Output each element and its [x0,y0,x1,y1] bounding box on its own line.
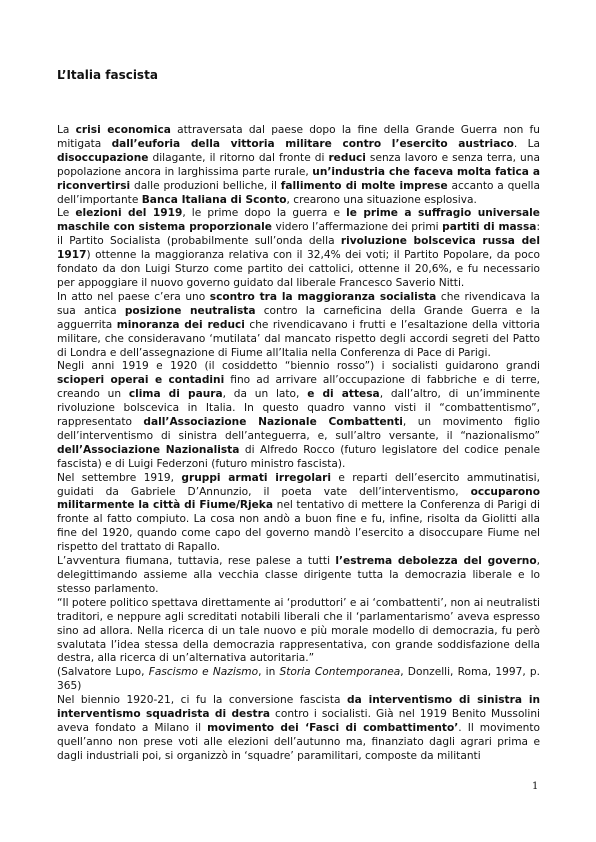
bold-text: partiti di massa [442,221,537,234]
document-body [57,124,540,764]
text-run: nel tentativo di mettere la Conferenza di Parigi di fronte al fatto compiuto. La cosa non andò a buon fine e fu, infine, risolta da Giolitti alla fine del 1920, quando come capo del governo mandò l’esercito a disoccupare Fiume nel rispetto del trattato di Rapallo. [57,499,540,554]
text-run: , le prime dopo la guerra e [182,207,347,220]
text-run: In atto nel paese c’era uno [57,290,210,303]
page-number: 1 [532,781,539,792]
text-run: , crearono una situazione esplosiva. [286,193,477,206]
bold-text: da interventismo di sinistra in interventismo squadrista di destra [57,694,540,721]
text-run: contro la carneficina della Grande Guerra e la agguerrita [57,304,540,331]
bold-text: minoranza dei reduci [116,318,245,331]
text-run: , Donzelli, Roma, 1997, p. 365) [57,666,540,693]
text-run: dilagante, il ritorno dal fronte di [148,151,329,164]
paragraph [57,360,540,471]
bold-text: le prime a suffragio universale maschile con sistema proporzionale [57,207,540,234]
paragraph [57,666,540,694]
bold-text: dall’Associazione Nazionale Combattenti [143,416,403,429]
text-run: , in [258,666,280,679]
text-run: . Il movimento quell’anno non prese voti alle elezioni dell’autunno ma, finanziato dagli agrari prima e dagli industriali poi, si organizzò in ‘squadre’ paramilitari, composte da militanti [57,721,540,762]
text-run: , un movimento figlio dell’interventismo di sinistra dell’anteguerra, e, sull’altro versante, il “nazionalismo” [57,416,540,442]
bold-text: l’estrema debolezza del governo [335,555,537,568]
text-run: dalle produzioni belliche, il [130,179,281,192]
bold-text: movimento dei ‘Fasci di combattimento’ [207,721,459,734]
text-run: che rivendicavano i frutti e l’esaltazione della vittoria militare, che consideravano ‘mutilata’ dal mancato rispetto degli accordi segreti del Patto di Londra e dell’assegnazione di Fiume all’Italia nella Conferenza di Pace di Parigi. [57,318,540,359]
paragraph [57,124,540,207]
text-run: accanto a quella dell’importante [57,179,540,206]
bold-text: elezioni del 1919 [75,207,183,220]
bold-text: posizione neutralista [124,304,256,317]
bold-text: fallimento di molte imprese [280,179,448,192]
italic-text: Fascismo e Nazismo [148,666,259,679]
bold-text: crisi economica [75,124,171,136]
text-run: , da un lato, [222,388,308,401]
bold-text: reduci [328,151,366,164]
bold-text: disoccupazione [57,151,149,164]
text-run: L’avventura fiumana, tuttavia, rese palese a tutti [57,555,336,568]
bold-text: dall’euforia della vittoria militare contro l’esercito austriaco [111,137,514,150]
paragraph [57,207,540,290]
text-run: Nel settembre 1919, [57,471,182,484]
bold-text: scontro tra la maggioranza socialista [209,290,437,303]
paragraph [57,555,540,597]
text-run: di Alfredo Rocco (futuro legislatore del codice penale fascista) e di Luigi Federzoni (futuro ministro fascista). [57,443,540,470]
text-run: ) ottenne la maggioranza relativa con il 32,4% dei voti; il Partito Popolare, da poco fondato da don Luigi Sturzo come partito dei cattolici, ottenne il 20,6%, e fu necessario per appoggiare il nuovo governo guidato dal liberale Francesco Saverio Nitti. [57,249,540,289]
text-run: videro l’affermazione dei primi [271,221,443,234]
text-run: e reparti dell’esercito ammutinatisi, guidati da Gabriele D’Annunzio, il poeta vate dell’interventismo, [57,471,540,498]
text-run: “Il potere politico spettava direttamente ai ‘produttori’ e ai ‘combattenti’, non ai neutralisti traditori, e neppure agli screditati notabili liberali che il ‘parlamentarismo’ aveva espresso sino ad allora. Nella ricerca di un tale nuovo e più morale modello di democrazia, fu però svalutata l’idea stessa della democrazia rappresentativa, con grande soddisfazione della destra, alla ricerca di un’alternativa autoritaria.” [57,596,540,665]
text-run: attraversata dal paese dopo la fine della Grande Guerra non fu mitigata [57,124,541,150]
bold-text: clima di paura [128,388,223,401]
bold-text: e di attesa [307,388,380,401]
page-title: L’Italia fascista [57,68,158,82]
text-run: La [57,124,76,136]
text-run: , delegittimando assieme alla vecchia classe dirigente tutta la democrazia liberale e lo stesso parlamento. [57,555,540,595]
paragraph [57,291,540,361]
paragraph [57,472,540,555]
text-run: fino ad arrivare all’occupazione di fabbriche e di terre, creando un [57,374,540,401]
text-run: , dall’altro, di un’imminente rivoluzione bolscevica in Italia. In questo quadro vanno visti il “combattentismo”, rappresentato [57,388,541,429]
bold-text: occuparono militarmente la città di Fiume/Rjeka [57,485,540,512]
text-run: senza lavoro e senza terra, una popolazione ancora in larghissima parte rurale, [57,151,540,178]
paragraph [57,694,540,764]
text-run: Nel biennio 1920-21, ci fu la conversione fascista [57,694,347,707]
text-run: contro i socialisti. Già nel 1919 Benito Mussolini aveva fondato a Milano il [57,708,540,734]
bold-text: dell’Associazione Nazionalista [57,443,240,456]
bold-text: Banca Italiana di Sconto [141,193,287,206]
bold-text: un’industria che faceva molta fatica a riconvertirsi [57,165,540,192]
bold-text: scioperi operai e contadini [57,374,225,387]
text-run: Negli anni 1919 e 1920 (il cosiddetto “biennio rosso”) i socialisti guidarono grandi [57,360,540,373]
bold-text: rivoluzione bolscevica russa del 1917 [57,235,540,262]
text-run: . La [513,137,540,150]
text-run: Le [57,207,76,220]
text-run: (Salvatore Lupo, [57,666,149,679]
paragraph [57,597,540,667]
italic-text: Storia Contemporanea [279,666,401,679]
text-run: che rivendicava la sua antica [57,290,541,317]
text-run: : il Partito Socialista (probabilmente sull’onda della [57,221,541,248]
bold-text: gruppi armati irregolari [181,471,331,484]
